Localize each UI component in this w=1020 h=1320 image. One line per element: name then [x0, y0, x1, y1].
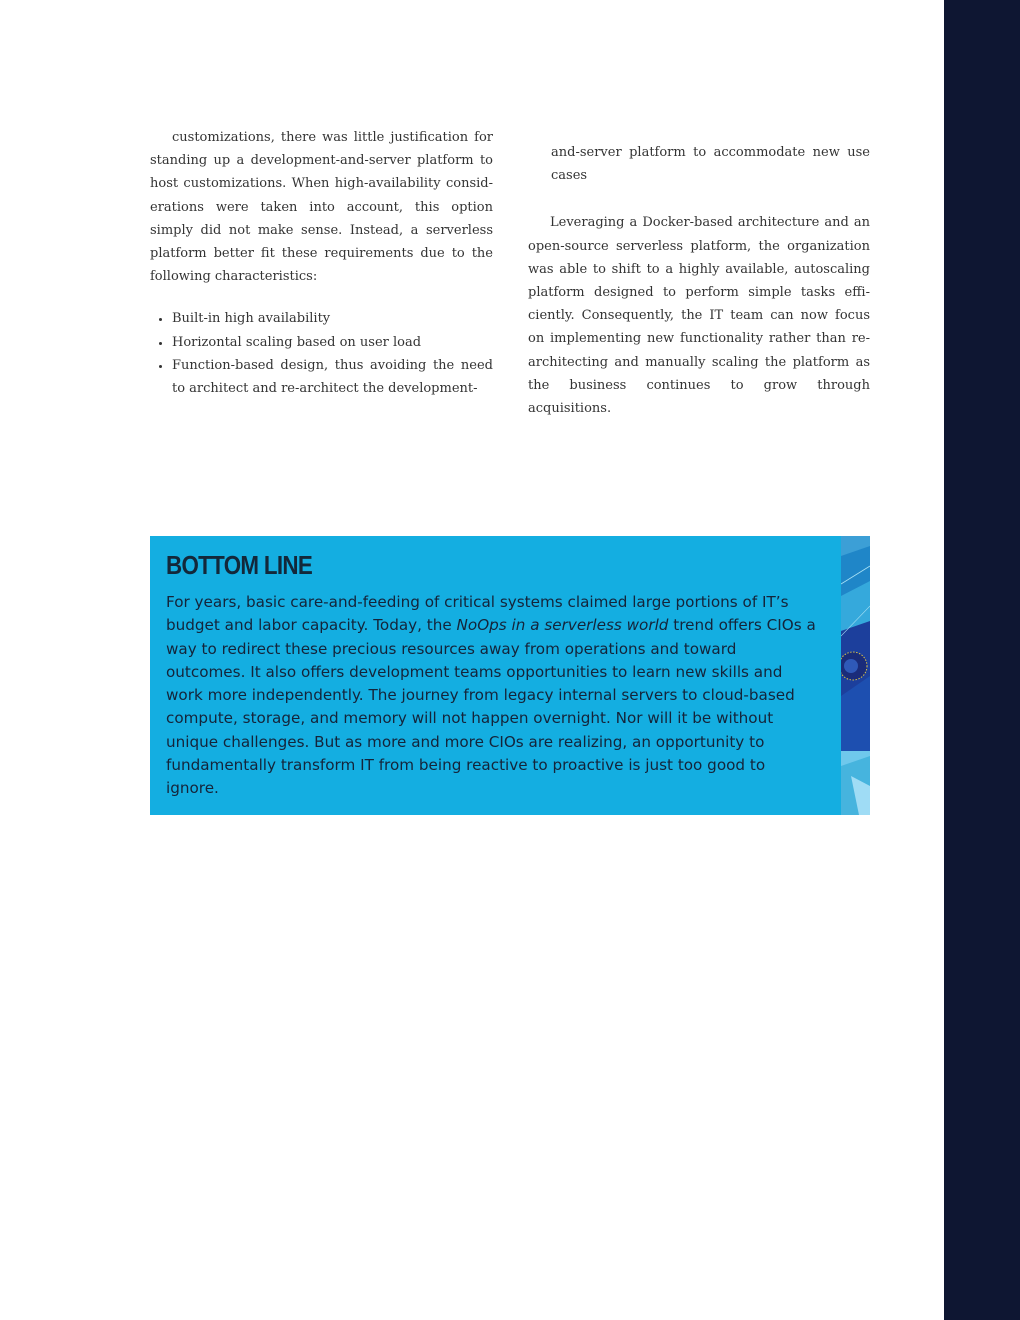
callout-emphasis: NoOps in a serverless world — [456, 616, 669, 635]
list-item: • Function-based design, thus avoiding the need to architect and re-architect the development- — [172, 354, 493, 400]
bottom-line-callout — [150, 536, 841, 815]
left-column — [150, 126, 493, 400]
decorative-art-strip — [841, 536, 870, 815]
page-edge-band — [944, 0, 1020, 1320]
characteristics-list — [150, 307, 493, 400]
intro-paragraph: customizations, there was little justification for standing up a development-and-server platform to host customizations. When high-availability considerations were taken into account, this option simply did not make sense. Instead, a serverless platform better fit these requirements due to the following characteristics: — [150, 130, 493, 285]
callout-heading: BOTTOM LINE — [166, 550, 313, 580]
docker-paragraph: Leveraging a Docker-based architecture and an open-source serverless platform, the organization was able to shift to a highly available, autoscaling platform designed to perform simple tasks efficiently. Consequently, the IT team can now focus on implementing new functionality rather than re-architecting and manually scaling the platform as the business continues to grow through acquisitions. — [528, 215, 870, 417]
right-column — [528, 141, 870, 420]
callout-text-start: For years, basic care-and-feeding of critical systems claimed large portions of IT’s budget and labor capacity. Today, the — [166, 593, 789, 635]
callout-body — [166, 591, 816, 801]
list-item: • Built-in high availability — [172, 307, 493, 330]
list-item: • Horizontal scaling based on user load — [172, 331, 493, 354]
bullet-continuation: and-server platform to accommodate new use cases — [551, 145, 870, 184]
callout-text-end: trend offers CIOs a way to redirect these precious resources away from operations and toward outcomes. It also offers development teams opportunities to learn new skills and work more independently. The journey from legacy internal servers to cloud-based compute, storage, and memory will not happen overnight. Nor will it be without unique challenges. But as more and more CIOs are realizing, an opportunity to fundamentally transform IT from being reactive to proactive is just too good to ignore. — [166, 616, 816, 798]
